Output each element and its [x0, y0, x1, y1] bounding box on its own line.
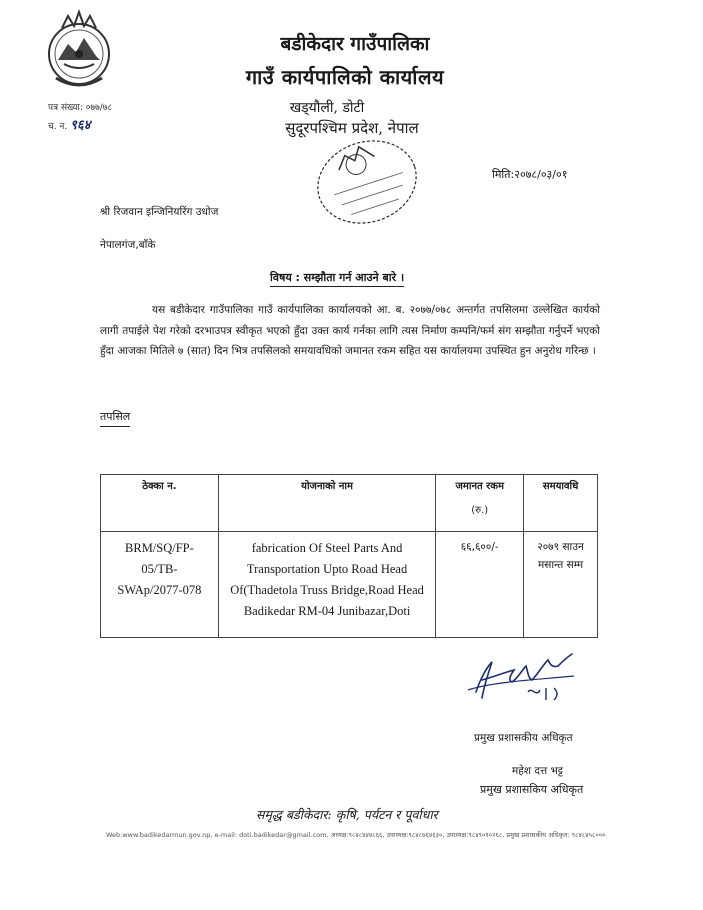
letter-number [48, 100, 112, 113]
header-deposit-unit: (रु.) [471, 505, 489, 516]
footer-motto: समृद्ध बडीकेदार: कृषि, पर्यटन र पूर्वाधार [256, 807, 438, 822]
letter-date: मिति:२०७८/०३/०१ [492, 168, 568, 181]
contract-number-line: 05/TB- [141, 562, 178, 576]
project-name-line: Badikedar RM-04 Junibazar,Doti [243, 604, 411, 618]
recipient-address: नेपालगंज,बाँके [100, 239, 156, 251]
office-title: गाउँ कार्यपालिकोे कार्यालय [245, 65, 445, 89]
project-name-line: Of(Thadetola Truss Bridge,Road Head [230, 583, 424, 597]
contract-number-line: SWAp/2077-078 [117, 583, 202, 597]
nepal-emblem-logo [38, 8, 120, 90]
deposit-amount-cell: ६६,६००/- [436, 532, 524, 638]
header-contract-number: ठेक्का न. [101, 475, 219, 532]
duration-cell [524, 532, 598, 638]
dispatch-number-value: ९६४ [70, 118, 91, 133]
contract-number-cell [101, 532, 219, 638]
signatory-designation: प्रमुख प्रशासकिय अधिकृत [480, 783, 584, 796]
project-name-cell [218, 532, 435, 638]
office-name: बडीकेदार गाउँपालिका [280, 33, 430, 55]
office-place: खड्‌यौली, डोटी [289, 100, 365, 116]
table-header-row [101, 475, 598, 532]
duration-line: मसान्त सम्म [537, 559, 584, 571]
letter-body: यस बडीकेदार गाउँपालिका गाउँ कार्यपालिका कार्यालयको आ. ब. २०७७/०७८ अन्तर्गत तपसिलमा उल्लेखित कार्यको लागी तपाईले पेश गरेको दरभाउपत्र स्वीकृत भएको हुँदा उक्त कार्य गर्नका लागि त्यस निर्माण कम्पनि/फर्म संग सम्झौता गर्नुपर्ने भएको हुँदा आजका मितिले ७ (सात) दिन भित्र तपसिलको समयावधिको जमानत रकम सहित यस कार्यालयमा उपस्थित हुन अनुरोध गरिन्छ । [100, 304, 600, 357]
header-project-name: योजनाको नाम [218, 475, 435, 532]
office-province: सुदूरपश्चिम प्रदेश, नेपाल [285, 119, 419, 137]
dispatch-number [48, 115, 90, 133]
signatory-name: महेश दत्त भट्ट [512, 765, 564, 777]
office-stamp [312, 132, 422, 232]
duration-line: २०७९ साउन [537, 541, 584, 553]
recipient-name: श्री रिजवान इन्जिनियरिंग उधोज [100, 206, 219, 218]
handwritten-signature [462, 640, 582, 710]
project-name-line: Transportation Upto Road Head [246, 562, 408, 576]
header-duration: समयावधि [524, 475, 598, 532]
signatory-role: प्रमुख प्रशासकीय अधिकृत [474, 732, 573, 744]
details-heading: तपसिल [100, 409, 130, 427]
letter-number-label: पत्र संख्या: [48, 103, 83, 113]
letter-number-value: ०७७/७८ [85, 103, 113, 113]
footer-contact: Web:www.badikedarmun.gov.np, e-mail: doti.badikedar@gmail.com, अध्यक्ष:९८४८४४४८६६, उपाध्यक्ष:९८४८७६४६३०, उपाध्यक्ष:९८४९०१०२६८, प्रमुख प्रशासकीय अधिकृत: ९८४८४५८००० [106, 831, 606, 839]
table-row [101, 532, 598, 638]
header-deposit [436, 475, 524, 532]
dispatch-number-label: च. न. [48, 122, 68, 132]
letter-subject: विषय : सम्झौता गर्न आउने बारे । [270, 270, 404, 287]
header-deposit-label: जमानत रकम [455, 481, 504, 492]
contract-number-line: BRM/SQ/FP- [125, 541, 194, 555]
project-name-line: fabrication Of Steel Parts And [251, 541, 403, 555]
contract-table [100, 474, 598, 638]
